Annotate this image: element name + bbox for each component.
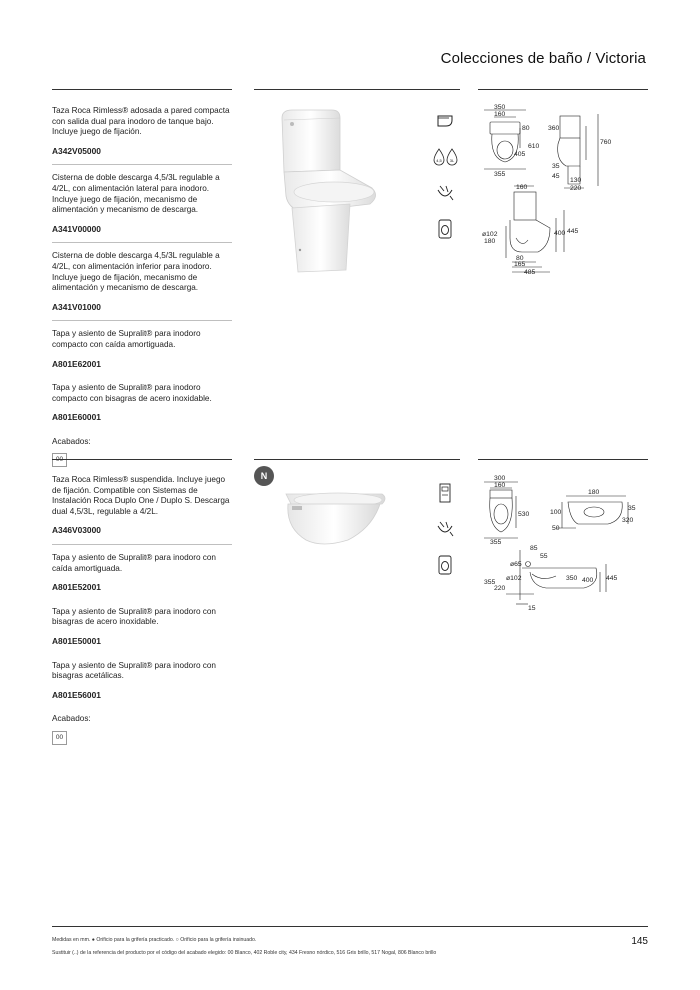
section1-rule-photo — [254, 89, 460, 90]
product-block — [52, 661, 232, 709]
dim-side-100: 100 — [550, 509, 562, 516]
dim-sec-400: 400 — [554, 230, 566, 237]
section2-rule-left — [52, 459, 232, 460]
wall-mount-icon — [432, 108, 458, 134]
product-code: A341V00000 — [52, 223, 101, 234]
dim-top-bottom: 355 — [490, 539, 502, 546]
section1-rule-left — [52, 89, 232, 90]
product-description: Taza Roca Rimless® adosada a pared compacta con salida dual para inodoro de tanque bajo. Incluye juego de fijación. — [52, 106, 230, 137]
rimless-icon — [432, 516, 458, 542]
dim-side-50: 50 — [552, 525, 560, 532]
section2-rule-photo — [254, 459, 460, 460]
section1-technical-drawing — [476, 100, 648, 280]
product-code: A346V03000 — [52, 525, 101, 536]
dim-side-35: 35 — [552, 163, 560, 170]
dim-sec-15: 15 — [528, 605, 536, 612]
section2-rule-right — [478, 459, 648, 460]
product-block — [52, 607, 232, 655]
product-block — [52, 251, 232, 321]
section2-product-list — [52, 475, 232, 745]
dim-side-130: 130 — [570, 177, 582, 184]
product-description: Taza Roca Rimless® suspendida. Incluye juego de fijación. Compatible con Sistemas de Instalación Roca Duplo One / Duplo S. Descarga dual 4,5/3L, regulable a 4/2L. — [52, 475, 230, 516]
duplo-frame-icon — [432, 480, 458, 506]
dim-side-220: 220 — [570, 185, 582, 192]
product-code: A801E60001 — [52, 412, 101, 423]
product-description: Cisterna de doble descarga 4,5/3L regulable a 4/2L, con alimentación inferior para inodoro. Incluye juego de fijación, mecanismo de alimentación y mecanismo de descarga. — [52, 251, 220, 293]
footer-rule — [52, 926, 648, 927]
dim-sec-160: 160 — [516, 184, 528, 191]
finishes-label: Acabados: — [52, 714, 91, 724]
dim-top-d1: 80 — [522, 125, 530, 132]
dim-sec-85: 85 — [530, 545, 538, 552]
finish-swatch[interactable] — [52, 453, 67, 467]
footer-note-finishes: Sustituir (..) de la referencia del producto por el código del acabado elegido: 00 Blanco, 402 Roble city, 434 Fresno nórdico, 516 Gris brillo, 517 Nogal, 806 Blanco brillo — [52, 950, 437, 956]
dim-side-180: 180 — [588, 489, 600, 496]
flush-half-label: 3L — [449, 158, 455, 163]
product-code: A342V05000 — [52, 145, 101, 156]
product-block — [52, 553, 232, 601]
flush-full-label: 4,5 — [436, 158, 442, 163]
product-code: A341V01000 — [52, 301, 101, 312]
product-code: A801E62001 — [52, 358, 101, 369]
dim-sec-485: 485 — [524, 269, 536, 276]
page-number: 145 — [631, 936, 648, 947]
product-block — [52, 383, 232, 431]
dual-flush-icon — [432, 144, 460, 170]
dim-top-h2: 405 — [514, 151, 526, 158]
section1-icon-column — [432, 108, 458, 252]
product-block — [52, 475, 232, 545]
dim-sec-445: 445 — [606, 575, 618, 582]
dim-top-w1: 350 — [494, 104, 506, 111]
dim-side-h: 360 — [548, 125, 560, 132]
soft-close-seat-icon — [432, 216, 458, 242]
dim-sec-80: 80 — [516, 255, 524, 262]
finishes-label: Acabados: — [52, 436, 91, 446]
dim-sec-165: 165 — [514, 261, 526, 268]
section2-icon-column — [432, 480, 458, 588]
toilet-photo — [262, 100, 392, 280]
page-title: Colecciones de baño / Victoria — [440, 50, 646, 67]
section1-rule-right — [478, 89, 648, 90]
finish-swatch[interactable]: 00 — [52, 731, 67, 745]
wall-hung-toilet-photo — [278, 484, 390, 564]
footer-note-measurements: Medidas en mm. ● Orificio para la grifería practicado. ○ Orificio para la grifería insinuado. — [52, 937, 257, 943]
dim-top-w2: 160 — [494, 111, 506, 118]
product-description: Tapa y asiento de Supralit® para inodoro con bisagras acetálicas. — [52, 660, 216, 681]
dim-side-45: 45 — [552, 173, 560, 180]
dim-sec-355: 355 — [484, 579, 496, 586]
dim-sec-180: 180 — [484, 238, 496, 245]
product-description: Tapa y asiento de Supralit® para inodoro con caída amortiguada. — [52, 552, 216, 573]
soft-close-seat-icon — [432, 552, 458, 578]
dim-top-h1: 610 — [528, 143, 540, 150]
dim-top-w2: 160 — [494, 482, 506, 489]
dim-sec-o102: ø102 — [506, 575, 522, 582]
product-description: Tapa y asiento de Supralit® para inodoro compacto con bisagras de acero inoxidable. — [52, 383, 212, 403]
dim-sec-400: 400 — [582, 577, 594, 584]
product-block — [52, 329, 232, 377]
dim-sec-o65: ø65 — [510, 561, 522, 568]
dim-side-320: 320 — [622, 517, 634, 524]
rimless-icon — [432, 180, 458, 206]
product-code: A801E56001 — [52, 689, 101, 700]
dim-sec-350: 350 — [566, 575, 578, 582]
section2-technical-drawing — [476, 472, 648, 612]
new-badge: N — [254, 466, 274, 486]
dim-top-bottom: 355 — [494, 171, 506, 178]
dim-side-35: 35 — [628, 505, 636, 512]
dim-sec-55: 55 — [540, 553, 548, 560]
dim-top-h: 530 — [518, 511, 530, 518]
product-code: A801E50001 — [52, 635, 101, 646]
product-description: Cisterna de doble descarga 4,5/3L regulable a 4/2L, con alimentación lateral para inodoro. Incluye juego de fijación, mecanismo de alimentación y mecanismo de descarga. — [52, 173, 220, 215]
dim-sec-220: 220 — [494, 585, 506, 592]
dim-sec-445: 445 — [567, 228, 579, 235]
section1-product-list — [52, 106, 232, 467]
product-description: Tapa y asiento de Supralit® para inodoro con bisagras de acero inoxidable. — [52, 606, 216, 627]
product-block — [52, 173, 232, 243]
product-code: A801E52001 — [52, 582, 101, 593]
product-description: Tapa y asiento de Supralit® para inodoro compacto con caída amortiguada. — [52, 329, 201, 349]
dim-side-total: 760 — [600, 139, 612, 146]
dim-sec-o102: ø102 — [482, 231, 498, 238]
product-block — [52, 106, 232, 165]
dim-top-w1: 300 — [494, 475, 506, 482]
